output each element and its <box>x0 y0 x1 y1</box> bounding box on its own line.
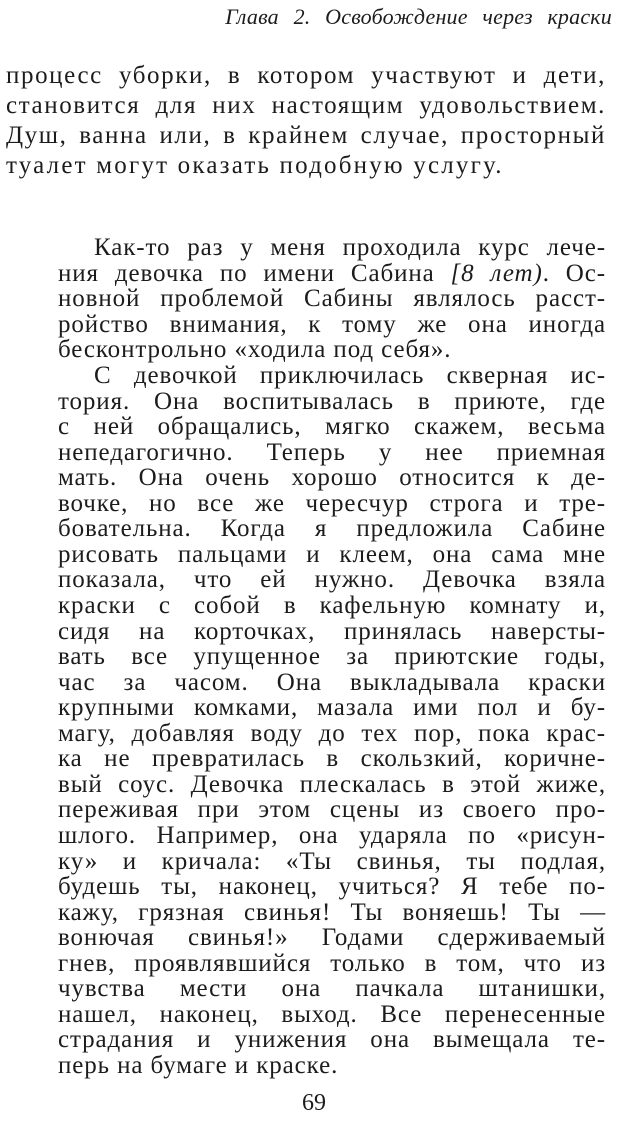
text-line: рисовать пальцами и клеем, она сама мне <box>58 541 606 568</box>
text-line: нашел, наконец, выход. Все перенесенные <box>58 1001 606 1028</box>
text-line: новной проблемой Сабины являлось расст- <box>58 285 606 312</box>
text-line: магу, добавляя воду до тех пор, пока крас- <box>58 720 606 747</box>
text-line: процесс уборки, в котором участвуют и дети, <box>6 62 606 89</box>
text-line: ка не превратилась в скользкий, коричне- <box>58 745 606 772</box>
text-line: С девочкой приключилась скверная ис- <box>94 362 606 389</box>
text-line: чувства мести она пачкала штанишки, <box>58 975 606 1002</box>
text-line: с ней обращались, мягко скажем, весьма <box>58 413 606 440</box>
text-line: ния девочка по имени Сабина [8 лет). Ос- <box>58 260 606 287</box>
text-line: непедагогично. Теперь у нее приемная <box>58 439 606 466</box>
text-line: ройство внимания, к тому же она иногда <box>58 311 606 338</box>
text-line: ку» и кричала: «Ты свинья, ты подлая, <box>58 848 606 875</box>
text-line: бесконтрольно «ходила под себя». <box>58 336 452 363</box>
text-line: час за часом. Она выкладывала краски <box>58 669 606 696</box>
text-line: шлого. Например, она ударяла по «рисун- <box>58 822 606 849</box>
text-line: вать все упущенное за приютские годы, <box>58 643 606 670</box>
text-line: показала, что ей нужно. Девочка взяла <box>58 566 606 593</box>
text-line: вонючая свинья!» Годами сдерживаемый <box>58 924 606 951</box>
text-line: кажу, грязная свинья! Ты воняешь! Ты — <box>58 899 606 926</box>
text-line: сидя на корточках, принялась наверсты- <box>58 618 606 645</box>
text-line: перь на бумаге и краске. <box>58 1052 339 1079</box>
text-line: мать. Она очень хорошо относится к де- <box>58 464 606 491</box>
text-line: вочке, но все же чересчур строга и тре- <box>58 490 606 517</box>
text-line: Как-то раз у меня проходила курс лече- <box>94 234 606 261</box>
text-line: гнев, проявлявшийся только в том, что из <box>58 950 606 977</box>
text-line: крупными комками, мазала ими пол и бу- <box>58 694 606 721</box>
text-line: будешь ты, наконец, учиться? Я тебе по- <box>58 873 606 900</box>
text-line: вый соус. Девочка плескалась в этой жиже, <box>58 771 606 798</box>
text-line: тория. Она воспитывалась в приюте, где <box>58 388 606 415</box>
text-line: страдания и унижения она вымещала те- <box>58 1026 606 1053</box>
text-line: бовательна. Когда я предложила Сабине <box>58 515 606 542</box>
age-note: [8 лет) <box>450 260 543 287</box>
text-line: краски с собой в кафельную комнату и, <box>58 592 606 619</box>
text-line: становится для них настоящим удовольствием. <box>6 92 606 119</box>
text-line: туалет могут оказать подобную услугу. <box>6 152 504 179</box>
running-header: Глава 2. Освобождение через краски <box>225 4 612 29</box>
text-line: переживая при этом сцены из своего про- <box>58 796 606 823</box>
page-number: 69 <box>302 1090 326 1116</box>
text-line: Душ, ванна или, в крайнем случае, просторный <box>6 122 606 149</box>
